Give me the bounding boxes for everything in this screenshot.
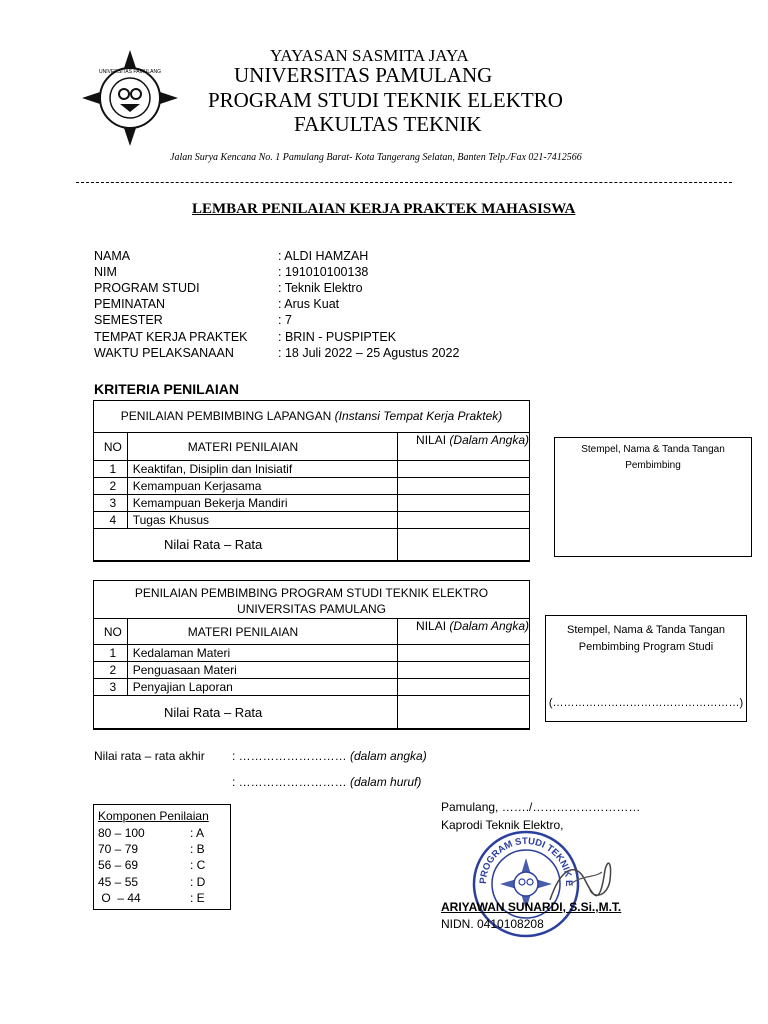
col-nilai-label: NILAI (416, 433, 450, 447)
row-materi: Kemampuan Kerjasama (127, 478, 397, 495)
row-materi: Kemampuan Bekerja Mandiri (127, 495, 397, 512)
stamp-box-line1: Stempel, Nama & Tanda Tangan (567, 624, 725, 636)
row-no: 3 (94, 679, 128, 696)
signer-nidn: NIDN. 0410108208 (441, 917, 544, 931)
signer-name: ARIYAWAN SUNARDI, S.Si.,M.T. (441, 900, 622, 914)
university-name: UNIVERSITAS PAMULANG (234, 63, 493, 87)
info-value: : Arus Kuat (278, 297, 340, 311)
info-value: : ALDI HAMZAH (278, 249, 369, 263)
signer-role: Kaprodi Teknik Elektro, (441, 818, 564, 832)
program-name: PROGRAM STUDI TEKNIK ELEKTRO (208, 88, 563, 112)
table-row (94, 645, 530, 662)
col-nilai-label: NILAI (416, 619, 450, 633)
logo-text: UNIVERSITAS PAMULANG (98, 69, 162, 75)
grade-row (98, 842, 228, 856)
col-nilai-italic: (Dalam Angka) (449, 619, 529, 633)
table-row (94, 679, 530, 696)
row-materi: Keaktifan, Disiplin dan Inisiatif (127, 461, 397, 478)
score-cell[interactable] (398, 495, 530, 512)
table2-title-line2: UNIVERSITAS PAMULANG (237, 602, 386, 616)
stamp-box-line2: Pembimbing (625, 460, 681, 471)
average-label: Nilai Rata – Rata (94, 529, 398, 561)
score-cell[interactable] (398, 461, 530, 478)
score-cell[interactable] (398, 662, 530, 679)
final-dots: : ……………………… (232, 775, 351, 789)
table1-title-italic: (Instansi Tempat Kerja Praktek) (334, 409, 503, 423)
grade-row (98, 826, 228, 840)
table1-title (94, 409, 529, 423)
program-supervisor-grid (93, 618, 530, 729)
grade-row (98, 858, 228, 872)
table-row (94, 461, 530, 478)
info-value: : BRIN - PUSPIPTEK (278, 330, 397, 344)
criteria-heading: KRITERIA PENILAIAN (94, 381, 239, 397)
stamp-text: PROGRAM STUDI TEKNIK E (477, 835, 575, 887)
score-cell[interactable] (398, 679, 530, 696)
stamp-box-line2: Pembimbing Program Studi (578, 641, 714, 653)
col-nilai-header (398, 619, 530, 645)
faculty-name: FAKULTAS TEKNIK (294, 112, 482, 136)
grade-letter: : D (190, 875, 206, 889)
average-cell[interactable] (398, 529, 530, 561)
row-no: 2 (94, 662, 128, 679)
col-nilai-header (398, 433, 530, 461)
grade-row (98, 891, 228, 905)
info-label: SEMESTER (94, 313, 163, 327)
row-materi: Penyajian Laporan (127, 679, 397, 696)
grade-letter: : C (190, 858, 206, 872)
info-value: : 7 (278, 313, 292, 327)
info-value: : 191010100138 (278, 265, 369, 279)
final-score-label: Nilai rata – rata akhir (94, 749, 205, 763)
stamp-box-field (554, 437, 752, 557)
row-materi: Tugas Khusus (127, 512, 397, 529)
score-cell[interactable] (398, 478, 530, 495)
col-no-header: NO (94, 433, 128, 461)
stamp-box-program (545, 615, 747, 722)
final-dots: : ……………………… (232, 749, 351, 763)
score-cell[interactable] (398, 512, 530, 529)
table1-title-main: PENILAIAN PEMBIMBING LAPANGAN (120, 409, 335, 423)
table-row (94, 478, 530, 495)
info-label: TEMPAT KERJA PRAKTEK (94, 330, 248, 344)
info-value: : Teknik Elektro (278, 281, 363, 295)
row-materi: Kedalaman Materi (127, 645, 397, 662)
row-no: 1 (94, 645, 128, 662)
stamp-box-line1: Stempel, Nama & Tanda Tangan (581, 444, 725, 455)
info-label: NAMA (94, 249, 131, 263)
info-label: PROGRAM STUDI (94, 281, 200, 295)
grade-range: 70 – 79 (98, 842, 139, 856)
final-note: (dalam huruf) (350, 775, 422, 789)
document-title: LEMBAR PENILAIAN KERJA PRAKTEK MAHASISWA (192, 201, 576, 217)
row-no: 3 (94, 495, 128, 512)
header-divider (76, 182, 732, 183)
final-score-letter[interactable] (232, 775, 421, 789)
col-materi-header: MATERI PENILAIAN (127, 433, 397, 461)
grade-range: 45 – 55 (98, 875, 139, 889)
place-date: Pamulang, ……./……………………… (441, 800, 641, 814)
stamp-box-blank: (……………………………………………) (548, 697, 744, 709)
grading-components (93, 804, 231, 910)
average-label: Nilai Rata – Rata (94, 696, 398, 729)
table2-title-line1: PENILAIAN PEMBIMBING PROGRAM STUDI TEKNIK ELEKTRO (134, 586, 489, 600)
field-supervisor-grid (93, 432, 530, 561)
row-materi: Penguasaan Materi (127, 662, 397, 679)
col-materi-header: MATERI PENILAIAN (127, 619, 397, 645)
col-nilai-italic: (Dalam Angka) (449, 433, 529, 447)
score-cell[interactable] (398, 645, 530, 662)
grade-letter: : A (190, 826, 205, 840)
table-row (94, 512, 530, 529)
components-heading: Komponen Penilaian (98, 809, 209, 823)
grade-range: 56 – 69 (98, 858, 139, 872)
table-row (94, 662, 530, 679)
row-no: 1 (94, 461, 128, 478)
grade-range: O – 44 (98, 891, 141, 905)
info-value: : 18 Juli 2022 – 25 Agustus 2022 (278, 346, 460, 360)
grade-row (98, 875, 228, 889)
final-note: (dalam angka) (350, 749, 427, 763)
row-no: 4 (94, 512, 128, 529)
info-label: WAKTU PELAKSANAAN (94, 346, 234, 360)
col-no-header: NO (94, 619, 128, 645)
average-cell[interactable] (398, 696, 530, 729)
info-label: PEMINATAN (94, 297, 166, 311)
row-no: 2 (94, 478, 128, 495)
table-row (94, 495, 530, 512)
info-label: NIM (94, 265, 117, 279)
foundation-name: YAYASAN SASMITA JAYA (270, 46, 469, 65)
grade-letter: : E (190, 891, 205, 905)
grade-range: 80 – 100 (98, 826, 145, 840)
grade-letter: : B (190, 842, 205, 856)
address-line: Jalan Surya Kencana No. 1 Pamulang Barat- Kota Tangerang Selatan, Banten Telp./Fax 021-7412566 (170, 152, 582, 163)
final-score-number[interactable] (232, 749, 427, 763)
university-logo (80, 48, 180, 148)
